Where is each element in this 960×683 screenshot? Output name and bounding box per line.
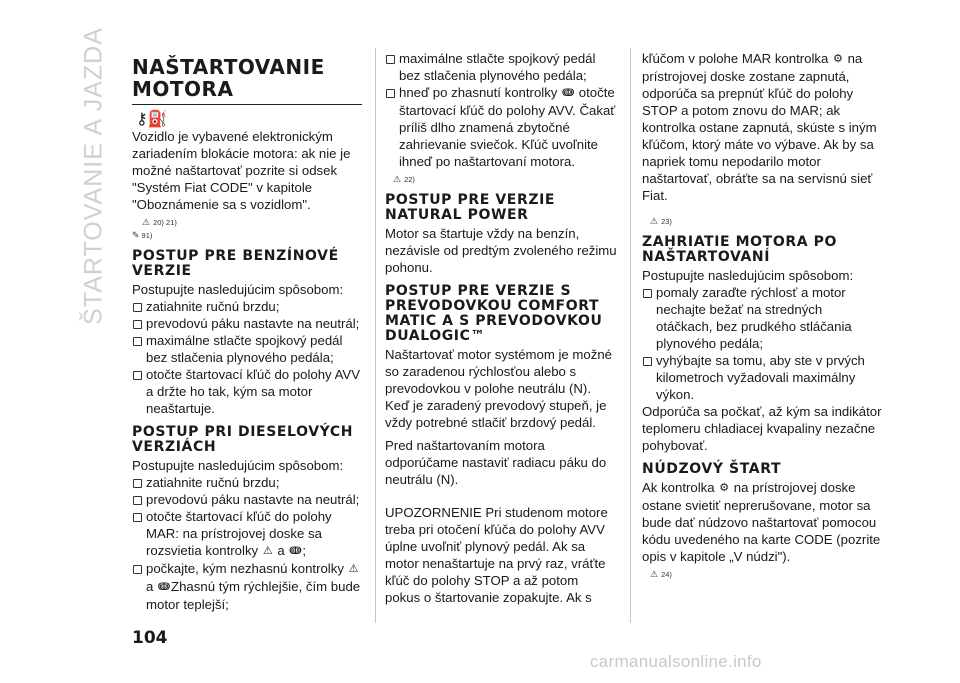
warning-icon: ⚠ bbox=[650, 216, 659, 227]
petrol-step-3: maximálne stlačte spojkový pedál bez stlačenia plynového pedála; bbox=[132, 332, 362, 366]
side-chapter-title bbox=[78, 27, 110, 325]
diesel-step-3-and: a bbox=[277, 543, 285, 558]
diesel-step-6-rest: otočte štartovací kľúč do polohy AVV. Čakať príliš dlho znamená zbytočné zahrievanie sviečok. Kľúč uvoľnite ihneď po naštartovaní motora. bbox=[399, 85, 616, 170]
column-3 bbox=[642, 50, 882, 582]
warning-icon: ⚠ bbox=[393, 174, 402, 185]
continuation-text bbox=[642, 50, 882, 204]
engine-warning-icon: ⚙ bbox=[833, 53, 843, 66]
warning-icon: ⚠ bbox=[650, 569, 659, 580]
warning-lamp-icon: ⚠ bbox=[262, 545, 273, 558]
diesel-step-3-end: ; bbox=[302, 543, 307, 558]
hint-note-refs bbox=[132, 230, 362, 241]
side-chapter-title-text: ŠTARTOVANIE A JAZDA bbox=[79, 27, 108, 325]
key-fuel-icons bbox=[136, 111, 362, 128]
diesel-step-4-and: a bbox=[146, 579, 154, 595]
column-1 bbox=[132, 56, 362, 613]
column-divider bbox=[630, 48, 631, 623]
warning-lamp-icon: ⚠ bbox=[348, 563, 359, 576]
heading-engine-start: NAŠTARTOVANIE MOTORA bbox=[132, 56, 362, 105]
heading-petrol: POSTUP PRE BENZÍNOVÉ VERZIE bbox=[132, 248, 339, 279]
heading-warm-up: ZAHRIATIE MOTORA PO NAŠTARTOVANÍ bbox=[642, 234, 837, 266]
warning-note-refs bbox=[132, 217, 362, 228]
emergency-text bbox=[642, 479, 882, 565]
warning-note-refs bbox=[642, 216, 882, 227]
continuation-text-a: kľúčom v polohe MAR kontrolka bbox=[642, 51, 829, 66]
emergency-text-a: Ak kontrolka bbox=[642, 480, 715, 496]
heading-natural-power: POSTUP PRE VERZIE NATURAL POWER bbox=[385, 192, 556, 224]
heading-emergency-start: NÚDZOVÝ ŠTART bbox=[642, 461, 782, 478]
comfort-matic-warning: UPOZORNENIE Pri studenom motore treba pri otočení kľúča do polohy AVV úplne uvoľniť plynový pedál. Ak sa motor nenaštartuje na prvý raz, vráťte kľúč do polohy STOP a až potom pokus o štartovanie zopakujte. Ak s bbox=[385, 505, 608, 606]
glow-plug-icon: ↈ bbox=[562, 87, 575, 100]
natural-power-text: Motor sa štartuje vždy na benzín, nezávisle od predtým zvoleného režimu pohonu. bbox=[385, 226, 617, 276]
warm-up-step-1: pomaly zaraďte rýchlosť a motor nechajte bežať na stredných otáčkach, bez prudkého stláčania plynového pedála; bbox=[642, 284, 882, 352]
key-icon: ⚷ bbox=[136, 111, 148, 128]
warning-note-refs bbox=[385, 174, 617, 185]
diesel-step-5: maximálne stlačte spojkový pedál bez stlačenia plynového pedála; bbox=[385, 50, 617, 84]
diesel-step-2: prevodovú páku nastavte na neutrál; bbox=[132, 491, 362, 508]
diesel-step-1: zatiahnite ručnú brzdu; bbox=[132, 474, 362, 491]
glow-plug-icon: ↈ bbox=[158, 581, 171, 594]
diesel-step-3 bbox=[132, 508, 362, 560]
warning-refs: 24) bbox=[661, 570, 672, 580]
column-2 bbox=[385, 50, 617, 606]
diesel-step-3-text: otočte štartovací kľúč do polohy MAR: na prístrojovej doske sa rozsvietia kontrolky bbox=[146, 509, 332, 558]
diesel-step-4-text: počkajte, kým nezhasnú kontrolky bbox=[146, 561, 344, 577]
continuation-text-b: na prístrojovej doske zostane zapnutá, odporúča sa prepnúť kľúč do polohy STOP a potom znovu do MAR; ak kontrolka ostane zapnutá, skúste s iným kľúčom, ktorý máte vo výbave. Ak by sa napriek tomu nepodarilo motor naštartovať, obráťte sa na servisnú sieť Fiat. bbox=[642, 51, 877, 204]
fuel-icon: ⛽ bbox=[147, 111, 168, 128]
warm-up-step-2: vyhýbajte sa tomu, aby ste v prvých kilometroch vyžadovali maximálny výkon. bbox=[642, 352, 882, 403]
petrol-step-2: prevodovú páku nastavte na neutrál; bbox=[132, 315, 362, 332]
hint-icon: ✎ bbox=[132, 230, 140, 240]
intro-text: Vozidlo je vybavené elektronickým zariadením blokácie motora: ak nie je možné naštartovať pozrite si odsek "Systém Fiat CODE" v kapitole "Oboznámenie sa s vozidlom". bbox=[132, 129, 351, 212]
comfort-matic-text-2: Pred naštartovaním motora odporúčame nastaviť radiacu páku do neutrálu (N). bbox=[385, 438, 607, 488]
petrol-intro: Postupujte nasledujúcim spôsobom: bbox=[132, 282, 344, 297]
warning-icon: ⚠ bbox=[142, 217, 151, 227]
glow-plug-icon: ↈ bbox=[289, 545, 302, 558]
hint-refs: 91) bbox=[141, 231, 153, 240]
warning-refs: 23) bbox=[661, 217, 672, 227]
diesel-step-4 bbox=[132, 560, 362, 613]
warm-up-text: Odporúča sa počkať, až kým sa indikátor teplomeru chladiacej kvapaliny nezačne pohybovať. bbox=[642, 404, 882, 454]
emergency-text-b: na prístrojovej doske ostane svietiť neprerušovane, motor sa bude dať núdzovo naštartovať pomocou kódu uvedeného na karte CODE (pozrite opis v kapitole „V núdzi"). bbox=[642, 480, 881, 565]
page-number: 104 bbox=[132, 628, 168, 648]
petrol-step-1: zatiahnite ručnú brzdu; bbox=[132, 298, 362, 315]
diesel-step-4-end: Zhasnú tým rýchlejšie, čím bude motor teplejší; bbox=[146, 579, 361, 613]
warning-refs: 22) bbox=[404, 175, 415, 185]
watermark: carmanualsonline.info bbox=[590, 652, 762, 671]
column-divider bbox=[375, 48, 376, 623]
heading-diesel: POSTUP PRI DIESELOVÝCH VERZIÁCH bbox=[132, 424, 354, 455]
petrol-step-4: otočte štartovací kľúč do polohy AVV a držte ho tak, kým sa motor neaštartuje. bbox=[132, 366, 362, 417]
warm-up-intro: Postupujte nasledujúcim spôsobom: bbox=[642, 268, 854, 284]
warning-note-refs bbox=[642, 569, 882, 580]
diesel-step-6 bbox=[385, 84, 617, 170]
comfort-matic-text-1: Naštartovať motor systémom je možné so zaradenou rýchlosťou alebo s prevodovkou v polohe neutrálu (N). Keď je zaradený prevodový stupeň, je vždy potrebné stlačiť brzdový pedál. bbox=[385, 347, 613, 431]
engine-warning-icon: ⚙ bbox=[719, 482, 730, 495]
heading-comfort-matic: POSTUP PRE VERZIE S PREVODOVKOU COMFORT MATIC A S PREVODOVKOU DUALOGIC™ bbox=[385, 283, 603, 345]
diesel-intro: Postupujte nasledujúcim spôsobom: bbox=[132, 458, 344, 473]
warning-refs: 20) 21) bbox=[153, 218, 177, 227]
diesel-step-6-text: hneď po zhasnutí kontrolky bbox=[399, 85, 558, 100]
